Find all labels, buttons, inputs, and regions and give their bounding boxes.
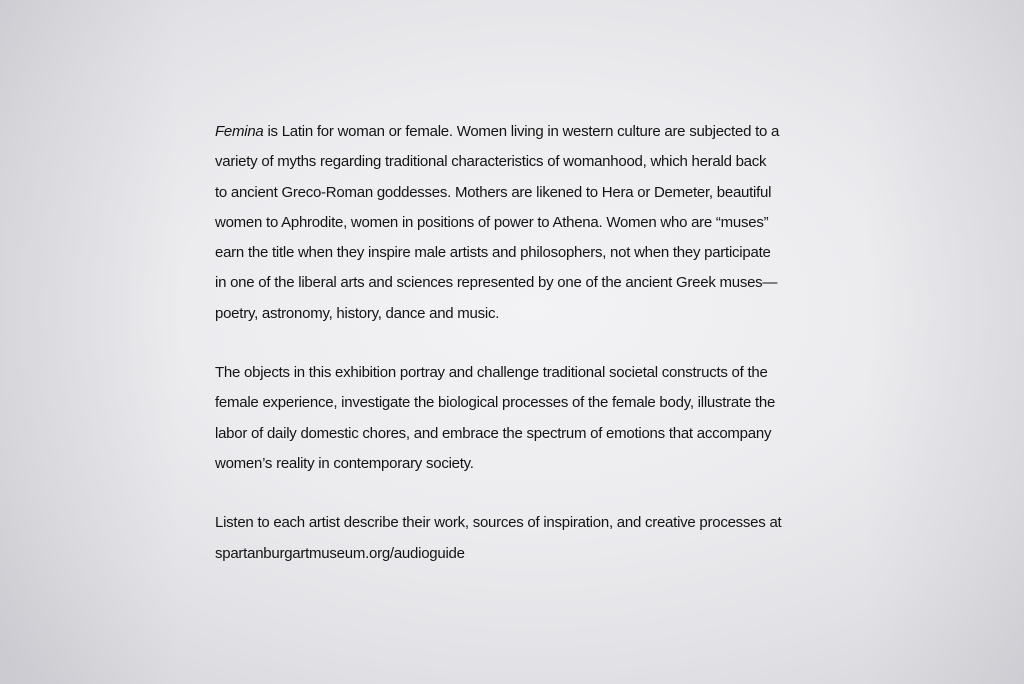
intro-line: earn the title when they inspire male artists and philosophers, not when they participate bbox=[215, 244, 771, 262]
wall-shadow-right bbox=[864, 0, 1024, 684]
exhibition-line: women’s reality in contemporary society. bbox=[215, 454, 474, 472]
intro-line bbox=[215, 117, 815, 147]
femina-term: Femina bbox=[215, 123, 264, 140]
audioguide-url: spartanburgartmuseum.org/audioguide bbox=[215, 544, 465, 562]
audioguide-paragraph bbox=[215, 508, 815, 569]
intro-line-text: is Latin for woman or female. Women living in western culture are subjected to a bbox=[263, 123, 780, 140]
intro-line: to ancient Greco-Roman goddesses. Mothers are likened to Hera or Demeter, beautiful bbox=[215, 183, 772, 201]
intro-line: women to Aphrodite, women in positions of power to Athena. Women who are “muses” bbox=[215, 213, 769, 231]
exhibition-paragraph bbox=[215, 358, 815, 479]
exhibition-line: female experience, investigate the biological processes of the female body, illustrate the bbox=[215, 394, 776, 412]
exhibition-line: labor of daily domestic chores, and embrace the spectrum of emotions that accompany bbox=[215, 424, 772, 442]
wall-shadow-left bbox=[0, 0, 180, 684]
intro-line: in one of the liberal arts and sciences represented by one of the ancient Greek muses— bbox=[215, 274, 778, 292]
intro-paragraph bbox=[215, 117, 815, 329]
intro-line: poetry, astronomy, history, dance and music. bbox=[215, 304, 500, 322]
exhibition-line: The objects in this exhibition portray and challenge traditional societal constructs of the bbox=[215, 364, 768, 382]
intro-line: variety of myths regarding traditional characteristics of womanhood, which herald back bbox=[215, 153, 767, 171]
audioguide-line: Listen to each artist describe their work, sources of inspiration, and creative processes at bbox=[215, 514, 782, 532]
wall-text-panel bbox=[215, 117, 815, 569]
